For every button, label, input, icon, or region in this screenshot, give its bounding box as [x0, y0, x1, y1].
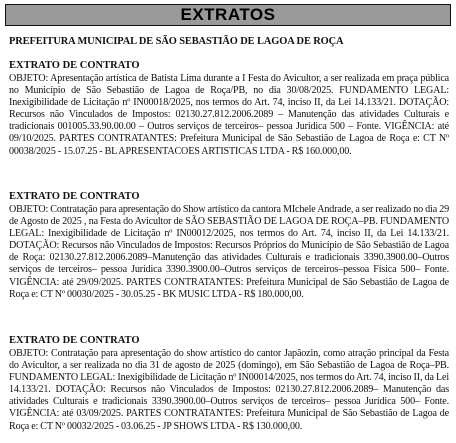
extract-title: EXTRATO DE CONTRATO	[9, 335, 140, 346]
extract-title: EXTRATO DE CONTRATO	[9, 60, 140, 71]
organization-heading: PREFEITURA MUNICIPAL DE SÃO SEBASTIÃO DE LAGOA DE ROÇA	[9, 36, 344, 47]
contract-extract	[9, 334, 449, 433]
contract-extract	[9, 190, 449, 301]
extract-body: OBJETO: Contratação para apresentação do show artístico do cantor Japãozin, como atração principal da Festa do Avicultor, a ser realizada no dia 31 de agosto de 2025 (domingo), em São Sebastião de Lagoa de Roça–PB. FUNDAMENTO LEGAL: Inexigibilidade de Licitação nº IN00014/2025, nos termos do Art. 74, inciso II, da Lei 14.133/21. DOTAÇÃO: Recursos não Vinculados de Impostos: 02130.27.812.2006.2089– Manutenção das atividades Culturais e tradicionais 3390.3900.00–Outros serviços de terceiros– pessoa Jurídica 500– Fonte. VIGÊNCIA: até 03/09/2025. PARTES CONTRATANTES: Prefeitura Municipal de São Sebastião de Lagoa de Roça e: CT Nº 00032/2025 - 03.06.25 - JP SHOWS LTDA - R$ 130.000,00.	[9, 348, 449, 432]
contract-extract	[9, 59, 449, 158]
section-banner	[5, 4, 451, 26]
extract-body: OBJETO: Contratação para apresentação do Show artístico da cantora MIchele Andrade, a ser realizado no dia 29 de Agosto de 2025 , na Festa do Avicultor de SÃO SEBASTIÃO DE LAGOA DE ROÇA–PB. FUNDAMENTO LEGAL: Inexigibilidade de Licitação nº IN00012/2025, nos termos do Art. 74, inciso II, da Lei 14.133/21. DOTAÇÃO: Recursos não Vinculados de Impostos: Recursos Próprios do Município de São Sebastião de Lagoa de Roça: 02130.27.812.2006.2089–Manutenção das atividades Culturais e tradicionais 3390.3900.00–Outros serviços de terceiros– pessoa Jurídica 3390.3900.00–Outros serviços de terceiros–pessoa Física 500– Fonte. VIGÊNCIA: até 29/09/2025. PARTES CONTRATANTES: Prefeitura Municipal de São Sebastião de Lagoa de Roça e: CT Nº 00030/2025 - 30.05.25 - BK MUSIC LTDA - R$ 180.000,00.	[9, 204, 449, 300]
extract-title: EXTRATO DE CONTRATO	[9, 191, 140, 202]
extract-body: OBJETO: Apresentação artística de Batista Lima durante a I Festa do Avicultor, a ser realizada em praça pública no Município de São Sebastião de Lagoa de Roça/PB, no dia 30/08/2025. FUNDAMENTO LEGAL: Inexigibilidade de Licitação nº IN00018/2025, nos termos do Art. 74, inciso II, da Lei 14.133/21. DOTAÇÃO: Recursos não Vinculados de Impostos: 02130.27.812.2006.2089 – Manutenção das atividades Culturais e tradicionais 001005.33.90.00.00 – Outros serviços de terceiros– pessoa Jurídica 500 – Fonte. VIGÊNCIA: até 09/10/2025. PARTES CONTRATANTES: Prefeitura Municipal de São Sebastião de Lagoa de Roça e: CT Nº 00038/2025 - 15.07.25 - BL APRESENTACOES ARTISTICAS LTDA - R$ 160.000,00.	[9, 73, 449, 157]
banner-title: EXTRATOS	[180, 5, 276, 24]
